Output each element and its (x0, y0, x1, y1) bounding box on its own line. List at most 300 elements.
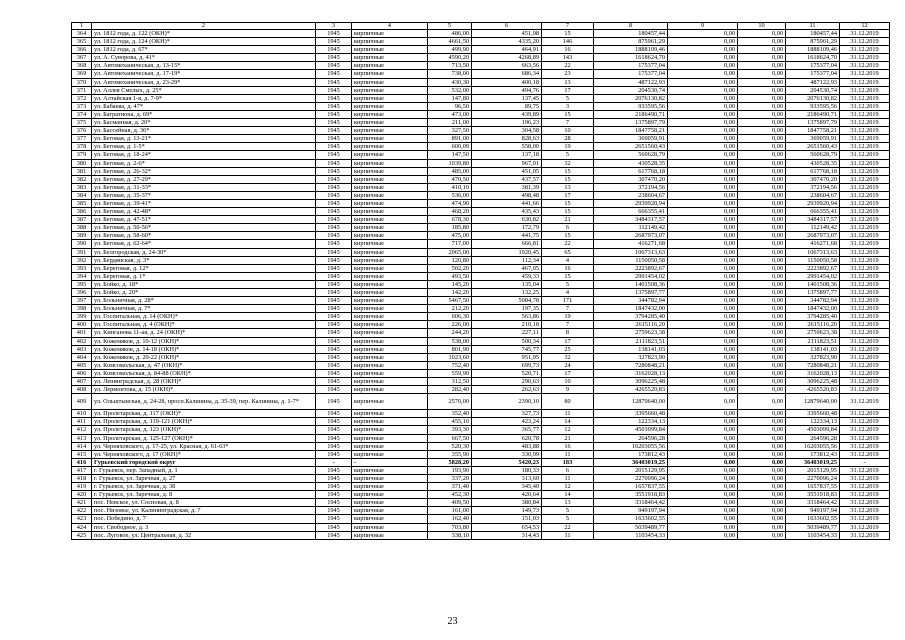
cost-col-9-cell: 0,00 (668, 110, 738, 118)
year-built-cell: 1945 (316, 175, 352, 183)
completion-date-cell: 31.12.2019 (840, 151, 890, 159)
residents-cell: 15 (542, 208, 594, 216)
address-cell: Гурьевский городской округ (92, 458, 316, 466)
total-area-cell: 147,80 (428, 94, 472, 102)
row-number-cell: 401 (72, 329, 92, 337)
address-cell: ул. Беговая, д. 42-48* (92, 208, 316, 216)
total-area-cell: 536,00 (428, 191, 472, 199)
wall-material-cell: кирпичные (352, 256, 428, 264)
completion-date-cell: 31.12.2019 (840, 499, 890, 507)
completion-date-cell: 31.12.2019 (840, 30, 890, 38)
wall-material-cell: кирпичные (352, 143, 428, 151)
wall-material-cell: кирпичные (352, 86, 428, 94)
living-area-cell: 967,01 (472, 159, 542, 167)
cost-col-9-cell: 0,00 (668, 191, 738, 199)
table-row (72, 361, 890, 369)
total-area-cell: 703,80 (428, 523, 472, 531)
table-row (72, 199, 890, 207)
address-cell: пос. Луговое, ул. Центральная, д. 32 (92, 531, 316, 539)
year-built-cell: 1945 (316, 289, 352, 297)
cost-total-cell: 2111823,51 (786, 337, 840, 345)
wall-material-cell: кирпичные (352, 345, 428, 353)
table-row (72, 62, 890, 70)
wall-material-cell: - (352, 458, 428, 466)
wall-material-cell: кирпичные (352, 507, 428, 515)
cost-total-cell: 112149,42 (786, 224, 840, 232)
wall-material-cell: кирпичные (352, 297, 428, 305)
address-cell: ул. А. Суворова, д. 41* (92, 54, 316, 62)
total-cost-cell: 2651560,43 (594, 143, 668, 151)
cost-col-9-cell: 0,00 (668, 345, 738, 353)
table-row (72, 329, 890, 337)
residents-cell: 65 (542, 248, 594, 256)
table-row (72, 491, 890, 499)
total-area-cell: 410,10 (428, 183, 472, 191)
cost-total-cell: 3395660,48 (786, 410, 840, 418)
cost-col-9-cell: 0,00 (668, 175, 738, 183)
wall-material-cell: кирпичные (352, 523, 428, 531)
address-cell: ул. Багратиона, д. 69* (92, 110, 316, 118)
total-area-cell: 211,00 (428, 119, 472, 127)
wall-material-cell: кирпичные (352, 531, 428, 539)
address-cell: ул. Бабаева, д. 47* (92, 102, 316, 110)
total-cost-cell: 344782,94 (594, 297, 668, 305)
completion-date-cell: 31.12.2019 (840, 224, 890, 232)
wall-material-cell: кирпичные (352, 474, 428, 482)
row-number-cell: 413 (72, 434, 92, 442)
living-area-cell: 149,73 (472, 507, 542, 515)
total-area-cell: 352,40 (428, 410, 472, 418)
cost-total-cell: 949197,94 (786, 507, 840, 515)
address-cell: ул. Беговая, д. 26-32* (92, 167, 316, 175)
wall-material-cell: кирпичные (352, 434, 428, 442)
year-built-cell: 1945 (316, 329, 352, 337)
wall-material-cell: кирпичные (352, 54, 428, 62)
completion-date-cell: 31.12.2019 (840, 272, 890, 280)
total-cost-cell: 1150050,58 (594, 256, 668, 264)
cost-col-9-cell: 0,00 (668, 483, 738, 491)
wall-material-cell: кирпичные (352, 183, 428, 191)
table-row (72, 224, 890, 232)
total-area-cell: 327,50 (428, 127, 472, 135)
living-area-cell: 5420,23 (472, 458, 542, 466)
cost-total-cell: 175377,04 (786, 62, 840, 70)
row-number-cell: 378 (72, 143, 92, 151)
cost-col-10-cell: 0,00 (738, 94, 786, 102)
cost-total-cell: 4503099,84 (786, 426, 840, 434)
wall-material-cell: кирпичные (352, 175, 428, 183)
cost-col-9-cell: 0,00 (668, 369, 738, 377)
living-area-cell: 654,53 (472, 523, 542, 531)
year-built-cell: 1945 (316, 361, 352, 369)
year-built-cell: 1945 (316, 183, 352, 191)
residents-cell: 11 (542, 531, 594, 539)
row-number-cell: 371 (72, 86, 92, 94)
wall-material-cell: кирпичные (352, 232, 428, 240)
year-built-cell: 1945 (316, 86, 352, 94)
residents-cell: 14 (542, 491, 594, 499)
wall-material-cell: кирпичные (352, 199, 428, 207)
cost-col-10-cell: 0,00 (738, 466, 786, 474)
cost-col-9-cell: 0,00 (668, 450, 738, 458)
address-cell: ул. Беговая, д. 13-21* (92, 135, 316, 143)
total-area-cell: 738,00 (428, 70, 472, 78)
cost-col-10-cell: 0,00 (738, 410, 786, 418)
cost-col-9-cell: 0,00 (668, 30, 738, 38)
row-number-cell: 423 (72, 515, 92, 523)
residents-cell: 32 (542, 353, 594, 361)
cost-total-cell: 3318464,42 (786, 499, 840, 507)
wall-material-cell: кирпичные (352, 361, 428, 369)
living-area-cell: 483,88 (472, 442, 542, 450)
cost-total-cell: 264596,28 (786, 434, 840, 442)
total-cost-cell: 2615116,20 (594, 321, 668, 329)
year-built-cell: - (316, 458, 352, 466)
living-area-cell: 135,04 (472, 280, 542, 288)
residents-cell: 12 (542, 483, 594, 491)
completion-date-cell: 31.12.2019 (840, 78, 890, 86)
cost-col-9-cell: 0,00 (668, 329, 738, 337)
row-number-cell: 414 (72, 442, 92, 450)
address-cell: ул. Береговая, д. 1* (92, 272, 316, 280)
total-cost-cell: 4503099,84 (594, 426, 668, 434)
wall-material-cell: кирпичные (352, 329, 428, 337)
wall-material-cell: кирпичные (352, 70, 428, 78)
total-area-cell: 338,10 (428, 531, 472, 539)
row-number-cell: 372 (72, 94, 92, 102)
total-cost-cell: 2939920,94 (594, 199, 668, 207)
row-number-cell: 402 (72, 337, 92, 345)
table-row (72, 434, 890, 442)
year-built-cell: 1945 (316, 216, 352, 224)
residents-cell: 15 (542, 199, 594, 207)
table-row (72, 143, 890, 151)
cost-col-9-cell: 0,00 (668, 386, 738, 394)
table-row (72, 321, 890, 329)
row-number-cell: 382 (72, 175, 92, 183)
living-area-cell: 745,77 (472, 345, 542, 353)
residents-cell: 4 (542, 256, 594, 264)
table-row (72, 369, 890, 377)
completion-date-cell: 31.12.2019 (840, 248, 890, 256)
col-header: 5 (428, 23, 472, 30)
total-cost-cell: 2991454,02 (594, 272, 668, 280)
table-row (72, 426, 890, 434)
completion-date-cell: 31.12.2019 (840, 94, 890, 102)
living-area-cell: 137,18 (472, 151, 542, 159)
cost-col-9-cell: 0,00 (668, 272, 738, 280)
address-cell: ул. Беговая, д. 27-29* (92, 175, 316, 183)
completion-date-cell: 31.12.2019 (840, 143, 890, 151)
year-built-cell: 1945 (316, 70, 352, 78)
total-cost-cell: 112149,42 (594, 224, 668, 232)
wall-material-cell: кирпичные (352, 46, 428, 54)
cost-col-9-cell: 0,00 (668, 224, 738, 232)
address-cell: ул. 1812 года, д. 122 (ОКН)* (92, 30, 316, 38)
total-cost-cell: 1633602,55 (594, 515, 668, 523)
total-cost-cell: 4265520,83 (594, 386, 668, 394)
table-row (72, 86, 890, 94)
cost-col-9-cell: 0,00 (668, 232, 738, 240)
cost-col-9-cell: 0,00 (668, 378, 738, 386)
cost-col-10-cell: 0,00 (738, 450, 786, 458)
wall-material-cell: кирпичные (352, 191, 428, 199)
completion-date-cell: 31.12.2019 (840, 280, 890, 288)
year-built-cell: 1945 (316, 507, 352, 515)
living-area-cell: 459,33 (472, 272, 542, 280)
table-row (72, 216, 890, 224)
cost-total-cell: 933595,56 (786, 102, 840, 110)
total-cost-cell: 875961,29 (594, 38, 668, 46)
total-cost-cell: 487122,93 (594, 78, 668, 86)
year-built-cell: 1945 (316, 94, 352, 102)
living-area-cell: 558,00 (472, 143, 542, 151)
living-area-cell: 563,86 (472, 313, 542, 321)
total-area-cell: 161,00 (428, 507, 472, 515)
completion-date-cell: 31.12.2019 (840, 523, 890, 531)
cost-total-cell: 344782,94 (786, 297, 840, 305)
living-area-cell: 951,95 (472, 353, 542, 361)
total-area-cell: 212,20 (428, 305, 472, 313)
residents-cell: 22 (542, 240, 594, 248)
cost-col-10-cell: 0,00 (738, 216, 786, 224)
cost-total-cell: 12879640,00 (786, 394, 840, 410)
cost-col-10-cell: 0,00 (738, 119, 786, 127)
completion-date-cell: 31.12.2019 (840, 531, 890, 539)
cost-col-10-cell: 0,00 (738, 345, 786, 353)
cost-col-9-cell: 0,00 (668, 264, 738, 272)
cost-col-9-cell: 0,00 (668, 337, 738, 345)
address-cell: ул. Береговая, д. 12* (92, 264, 316, 272)
table-row (72, 110, 890, 118)
address-cell: ул. Пролетарская, д. 125-127 (ОКН)* (92, 434, 316, 442)
total-area-cell: 120,80 (428, 256, 472, 264)
address-cell: ул. Беговая, д. 50-56* (92, 224, 316, 232)
cost-col-9-cell: 0,00 (668, 280, 738, 288)
living-area-cell: 227,11 (472, 329, 542, 337)
total-cost-cell: 2076130,82 (594, 94, 668, 102)
cost-col-10-cell: 0,00 (738, 143, 786, 151)
living-area-cell: 437,57 (472, 175, 542, 183)
completion-date-cell: 31.12.2019 (840, 386, 890, 394)
total-cost-cell: 430528,35 (594, 159, 668, 167)
address-cell: ул. Бойко, д. 18* (92, 280, 316, 288)
wall-material-cell: кирпичные (352, 38, 428, 46)
completion-date-cell: 31.12.2019 (840, 175, 890, 183)
year-built-cell: 1945 (316, 191, 352, 199)
table-row (72, 523, 890, 531)
living-area-cell: 467,05 (472, 264, 542, 272)
completion-date-cell: 31.12.2019 (840, 183, 890, 191)
residents-cell: 25 (542, 345, 594, 353)
cost-col-10-cell: 0,00 (738, 135, 786, 143)
residents-cell: 5 (542, 507, 594, 515)
cost-total-cell: 369059,91 (786, 135, 840, 143)
cost-total-cell: 175377,04 (786, 70, 840, 78)
cost-col-9-cell: 0,00 (668, 353, 738, 361)
residents-cell: 171 (542, 297, 594, 305)
cost-col-10-cell: 0,00 (738, 167, 786, 175)
cost-col-9-cell: 0,00 (668, 127, 738, 135)
completion-date-cell: 31.12.2019 (840, 474, 890, 482)
residents-cell: 6 (542, 224, 594, 232)
year-built-cell: 1945 (316, 515, 352, 523)
living-area-cell: 313,60 (472, 474, 542, 482)
total-area-cell: 752,40 (428, 361, 472, 369)
cost-total-cell: 416271,68 (786, 240, 840, 248)
cost-col-10-cell: 0,00 (738, 394, 786, 410)
cost-col-9-cell: 0,00 (668, 305, 738, 313)
cost-total-cell: 2076130,82 (786, 94, 840, 102)
total-cost-cell: 3395660,48 (594, 410, 668, 418)
cost-total-cell: 430528,35 (786, 159, 840, 167)
completion-date-cell: 31.12.2019 (840, 70, 890, 78)
row-number-cell: 416 (72, 458, 92, 466)
completion-date-cell: 31.12.2019 (840, 353, 890, 361)
completion-date-cell: 31.12.2019 (840, 86, 890, 94)
table-row (72, 466, 890, 474)
wall-material-cell: кирпичные (352, 410, 428, 418)
total-cost-cell: 173812,43 (594, 450, 668, 458)
total-area-cell: 532,00 (428, 86, 472, 94)
total-cost-cell: 1375897,77 (594, 289, 668, 297)
row-number-cell: 386 (72, 208, 92, 216)
address-cell: ул. Лермонтова, д. 15 (ОКН)* (92, 386, 316, 394)
total-cost-cell: 238604,67 (594, 191, 668, 199)
total-area-cell: 145,20 (428, 280, 472, 288)
total-area-cell: 473,00 (428, 110, 472, 118)
row-number-cell: 387 (72, 216, 92, 224)
residents-cell: 7 (542, 321, 594, 329)
table-row (72, 394, 890, 410)
living-area-cell: 290,63 (472, 378, 542, 386)
cost-col-10-cell: 0,00 (738, 418, 786, 426)
cost-total-cell: 1618624,70 (786, 54, 840, 62)
living-area-cell: 210,18 (472, 321, 542, 329)
residents-cell: 17 (542, 86, 594, 94)
cost-col-10-cell: 0,00 (738, 369, 786, 377)
cost-col-9-cell: 0,00 (668, 167, 738, 175)
living-area-cell: 112,34 (472, 256, 542, 264)
wall-material-cell: кирпичные (352, 515, 428, 523)
residents-cell: 10 (542, 378, 594, 386)
col-header: 7 (542, 23, 594, 30)
year-built-cell: 1945 (316, 305, 352, 313)
address-cell: ул. Госпитальная, д. 14 (ОКН)* (92, 313, 316, 321)
table-row (72, 54, 890, 62)
total-area-cell: 801,90 (428, 345, 472, 353)
total-area-cell: 282,40 (428, 386, 472, 394)
cost-total-cell: 138141,03 (786, 345, 840, 353)
completion-date-cell: 31.12.2019 (840, 394, 890, 410)
cost-col-9-cell: 0,00 (668, 102, 738, 110)
cost-col-9-cell: 0,00 (668, 38, 738, 46)
cost-col-9-cell: 0,00 (668, 474, 738, 482)
cost-col-10-cell: 0,00 (738, 337, 786, 345)
address-cell: ул. Черняховского, д. 17 (ОКН)* (92, 450, 316, 458)
completion-date-cell: 31.12.2019 (840, 38, 890, 46)
row-number-cell: 394 (72, 272, 92, 280)
row-number-cell: 395 (72, 280, 92, 288)
cost-total-cell: 180457,44 (786, 30, 840, 38)
living-area-cell: 4335,20 (472, 38, 542, 46)
total-cost-cell: 175377,04 (594, 62, 668, 70)
address-cell: ул. Комсомольская, д. 47 (ОКН)* (92, 361, 316, 369)
total-cost-cell: 1067313,63 (594, 248, 668, 256)
cost-total-cell: 3484317,57 (786, 216, 840, 224)
residents-cell: 10 (542, 127, 594, 135)
cost-col-10-cell: 0,00 (738, 102, 786, 110)
table-row (72, 183, 890, 191)
cost-col-10-cell: 0,00 (738, 507, 786, 515)
cost-col-10-cell: 0,00 (738, 159, 786, 167)
total-cost-cell: 2111823,51 (594, 337, 668, 345)
living-area-cell: 380,84 (472, 499, 542, 507)
year-built-cell: 1945 (316, 426, 352, 434)
completion-date-cell: 31.12.2019 (840, 515, 890, 523)
living-area-cell: 89,75 (472, 102, 542, 110)
year-built-cell: 1945 (316, 321, 352, 329)
cost-col-10-cell: 0,00 (738, 256, 786, 264)
table-row (72, 135, 890, 143)
residents-cell: 22 (542, 523, 594, 531)
year-built-cell: 1945 (316, 483, 352, 491)
wall-material-cell: кирпичные (352, 337, 428, 345)
completion-date-cell: 31.12.2019 (840, 119, 890, 127)
completion-date-cell: 31.12.2019 (840, 102, 890, 110)
wall-material-cell: кирпичные (352, 127, 428, 135)
cost-col-9-cell: 0,00 (668, 86, 738, 94)
total-area-cell: 559,90 (428, 369, 472, 377)
total-area-cell: 606,30 (428, 313, 472, 321)
wall-material-cell: кирпичные (352, 102, 428, 110)
completion-date-cell: 31.12.2019 (840, 418, 890, 426)
cost-col-9-cell: 0,00 (668, 289, 738, 297)
cost-total-cell: 238604,67 (786, 191, 840, 199)
table-row (72, 159, 890, 167)
year-built-cell: 1945 (316, 410, 352, 418)
residents-cell: 9 (542, 386, 594, 394)
total-area-cell: 452,30 (428, 491, 472, 499)
cost-col-10-cell: 0,00 (738, 297, 786, 305)
cost-col-9-cell: 0,00 (668, 491, 738, 499)
row-number-cell: 419 (72, 483, 92, 491)
residents-cell: 146 (542, 38, 594, 46)
total-cost-cell: 204530,74 (594, 86, 668, 94)
table-row (72, 151, 890, 159)
year-built-cell: 1945 (316, 280, 352, 288)
address-cell: ул. Пролетарская, д. 123 (ОКН)* (92, 426, 316, 434)
residents-cell: 183 (542, 458, 594, 466)
completion-date-cell: 31.12.2019 (840, 62, 890, 70)
address-cell: ул. Пролетарская, д. 119-121 (ОКН)* (92, 418, 316, 426)
table-row (72, 507, 890, 515)
year-built-cell: 1945 (316, 143, 352, 151)
wall-material-cell: кирпичные (352, 208, 428, 216)
cost-col-9-cell: 0,00 (668, 143, 738, 151)
cost-col-10-cell: 0,00 (738, 264, 786, 272)
table-row (72, 78, 890, 86)
total-area-cell: 409,50 (428, 499, 472, 507)
residents-cell: 11 (542, 410, 594, 418)
address-cell: ул. Белгородская, д. 24-30* (92, 248, 316, 256)
total-area-cell: 4661,50 (428, 38, 472, 46)
cost-total-cell: 2186490,71 (786, 110, 840, 118)
cost-total-cell: 36403019,25 (786, 458, 840, 466)
total-cost-cell: 5039489,77 (594, 523, 668, 531)
total-cost-cell: 372194,56 (594, 183, 668, 191)
residents-cell: 21 (542, 216, 594, 224)
